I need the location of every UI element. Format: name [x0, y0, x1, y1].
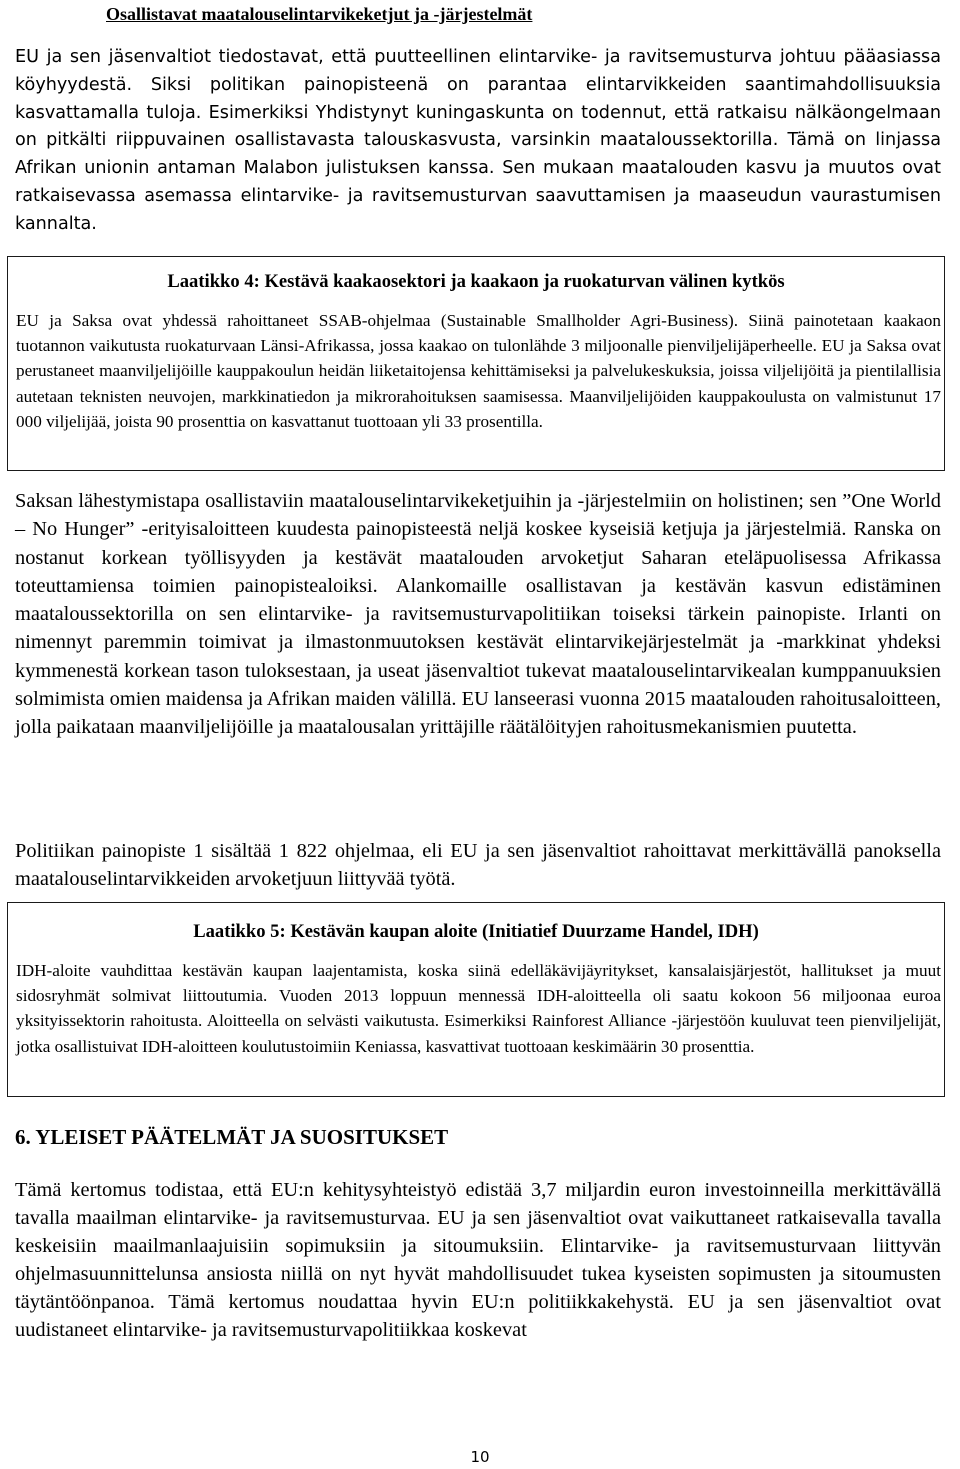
box-4-title: Laatikko 4: Kestävä kaakaosektori ja kaakaon ja ruokaturvan välinen kytkös [167, 271, 785, 292]
box-4-text: EU ja Saksa ovat yhdessä rahoittaneet SSAB-ohjelmaa (Sustainable Smallholder Agri-Business). Siinä painotetaan kaakaon tuotannon vaikutusta ruokaturvaan Länsi-Afrikassa, jossa kaakao on tulonlähde 3 miljoonalle pienviljelijäperheelle. EU ja Saksa ovat perustaneet maanviljelijöille kauppakoulun heidän liiketaitojensa kehittämiseksi ja palvelukeskuksia, joissa viljelijöitä ja pientilallisia autetaan teknisten neuvojen, markkinatiedon ja mikrorahoituksen saamisessa. Maanviljelijöiden kauppakoulusta on valmistunut 17 000 viljelijää, joista 90 prosenttia on kasvattanut tuottoaan yli 33 prosentilla. [16, 311, 941, 431]
page-number: 10 [470, 1448, 490, 1466]
intro-paragraph: EU ja sen jäsenvaltiot tiedostavat, että puutteellinen elintarvike- ja ravitsemusturva johtuu pääasiassa köyhyydestä. Siksi politikan painopisteenä on parantaa elintarvikkeiden saantimahdollisuuksia kasvattamalla tuloja. Esimerkiksi Yhdistynyt kuningaskunta on todennut, että ratkaisu nälkäongelmaan on pitkälti riippuvainen osallistavasta talouskasvusta, varsinkin maataloussektorilla. Tämä on linjassa Afrikan unionin antaman Malabon julistuksen kanssa. Sen mukaan maatalouden kasvu ja muutos ovat ratkaisevassa asemassa elintarvike- ja ravitsemusturvan saavuttamisen ja maaseudun vaurastumisen kannalta. [15, 47, 941, 234]
box-4 [7, 256, 945, 471]
box-5-title: Laatikko 5: Kestävän kaupan aloite (Initiatief Duurzame Handel, IDH) [193, 921, 759, 942]
section-heading: Osallistavat maatalouselintarvikeketjut ja -järjestelmät [106, 4, 533, 24]
germany-paragraph: Saksan lähestymistapa osallistaviin maatalouselintarvikeketjuihin ja -järjestelmiin on holistinen; sen ”One World – No Hunger” -erityisaloitteen kuudesta painopisteestä neljä koskee kyseisiä ketjuja ja järjestelmiä. Ranska on nostanut korkean työllisyyden ja kestävät maatalouden arvoketjut Saharan eteläpuolisessa Afrikassa toteuttamiensa toimien painopistealoiksi. Alankomaille osallistavan ja kestävän kasvun edistäminen maataloussektorilla on sen elintarvike- ja ravitsemusturvapolitiikan toiseksi tärkein painopiste. Irlanti on nimennyt paremmin toimivat ja ilmastonmuutoksen kestävät elintarvikejärjestelmät ja -markkinat yhdeksi kymmenestä korkean tason tuloksestaan, ja useat jäsenvaltiot tukevat maatalouselintarvikealan kumppanuuksien solmimista omien maidensa ja Afrikan maiden välillä. EU lanseerasi vuonna 2015 maatalouden rahoitusaloitteen, jolla paikataan maanviljelijöille ja maatalousalan yrittäjille räätälöityjen rahoitusmekanismien puutetta. [15, 490, 941, 739]
section-6-heading: 6. YLEISET PÄÄTELMÄT JA SUOSITUKSET [15, 1125, 449, 1149]
policy-paragraph: Politiikan painopiste 1 sisältää 1 822 ohjelmaa, eli EU ja sen jäsenvaltiot rahoittavat merkittävällä panoksella maatalouselintarvikkeiden arvoketjuun liittyvää työtä. [15, 840, 941, 891]
conclusion-paragraph: Tämä kertomus todistaa, että EU:n kehitysyhteistyö edistää 3,7 miljardin euron investoinneilla merkittävällä tavalla maailman elintarvike- ja ravitsemusturvaa. EU ja sen jäsenvaltiot ovat vaikuttaneet ratkaisevalla tavalla keskeisiin maailmanlaajuisiin sopimuksiin ja sitoumuksiin. Elintarvike- ja ravitsemusturvaan liittyvän ohjelmasuunnittelunsa ansiosta niillä on nyt hyvät mahdollisuudet tukea kyseisten sopimusten ja sitoumusten täytäntöönpanoa. Tämä kertomus noudattaa hyvin EU:n politiikkakehystä. EU ja sen jäsenvaltiot ovat uudistaneet elintarvike- ja ravitsemusturvapolitiikkaa koskevat [15, 1179, 941, 1342]
box-5 [7, 902, 945, 1097]
box-5-text: IDH-aloite vauhdittaa kestävän kaupan laajentamista, koska siinä edelläkävijäyritykset, kansalaisjärjestöt, hallitukset ja muut sidosryhmät solmivat liittoutumia. Vuoden 2013 loppuun mennessä IDH-aloitteella oli saatu kokoon 56 miljoonaa euroa yksityissektorin rahoitusta. Aloitteella on selvästi vaikutusta. Esimerkiksi Rainforest Alliance -järjestöön kuuluvat teen pienviljelijät, jotka osallistuivat IDH-aloitteen koulutustoimiin Keniassa, kasvattivat tuottoaan keskimäärin 30 prosenttia. [16, 961, 941, 1056]
